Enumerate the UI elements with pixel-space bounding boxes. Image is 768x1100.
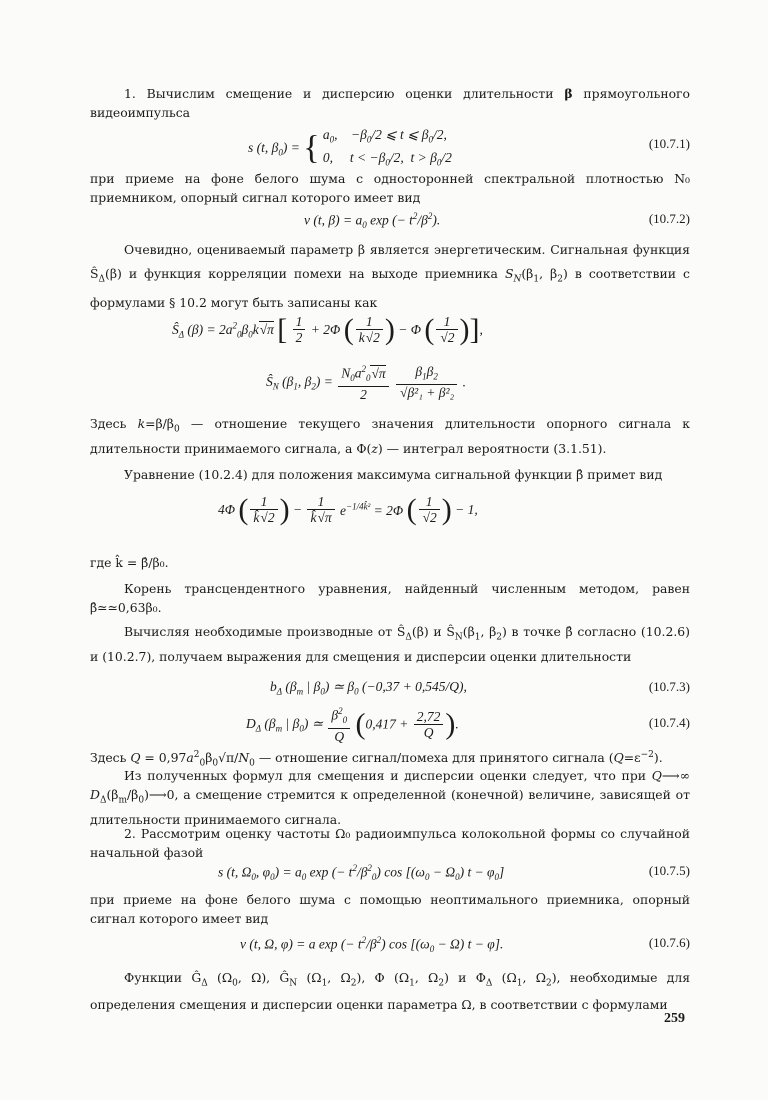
equation-number: (10.7.1) [648,136,690,151]
paragraph-2: при приеме на фоне белого шума с односторонней спектральной плотностью N₀ приемником, опорный сигнал которого имеет вид [90,171,690,205]
paragraph-13: Функции $Ĝ_\Delta$ ($\Omega_0$, Ω), $Ĝ_N$ ($\Omega_1$, $\Omega_2$), Φ ($\Omega_1$, $\Omega_2$) и $\Phi_\Delta$ ($\Omega_1$, $\Omega_2$), необходимые для определения смещения и дисперсии оценки параметра Ω, в соответствии с формулами [90,970,691,1013]
equation-number: (10.7.6) [648,935,690,950]
paragraph-3: Очевидно, оцениваемый параметр β является энергетическим. Сигнальная функция $Ŝ_\Delta(\beta)$ и функция корреляции помехи на выходе приемника $S_N(\beta_1$, $\beta_2$) в соответствии с формулами § 10.2 могут быть записаны как [90,242,690,311]
paragraph-10: Из полученных формул для смещения и дисперсии оценки следует, что при Q⟶∞ $D_\Delta(\beta_m/\beta_0)⟶0$, а смещение стремится к определенной (конечной) величине, зависящей от длительности принимаемого сигнала. [90,768,690,828]
paragraph-5: Уравнение (10.2.4) для положения максимума сигнальной функции β̂ примет вид [124,467,663,482]
paragraph-1: 1. Вычислим смещение и дисперсию оценки длительности β прямоугольного видеоимпульса [90,86,691,120]
equation-10-7-4: $D_\Delta$ ($\beta_m$ | $\beta_0$) ≃ $\frac{\beta^2_0}{Q}$ (0,417 + $\frac{2,72}{Q}$ ). (10.7.4) [246,706,690,745]
equation-number: (10.7.4) [648,715,690,730]
equation-noise-correlation: $Ŝ_N$ ($\beta_1$, $\beta_2$) = $\frac{N_0a^2_0√\pi}{2}$ $\frac{\beta_1\beta_2}{\text{√β²₁ + β²₂}}$ . [266,363,466,403]
equation-10-7-5: s (t, $\Omega_0$, $\varphi_0) = a_0$ exp (− $t^2/\beta^2_0$) $\cos [(\omega_0 - \Omega_0) t - \varphi_0]$ (10.7.5) [218,863,690,883]
paragraph-12: при приеме на фоне белого шума с помощью неоптимального приемника, опорный сигнал которого имеет вид [90,892,690,926]
paragraph-9: Здесь $Q = 0,97a^2_0\beta_0√\pi/N_0$ — отношение сигнал/помеха для принятого сигнала $(Q=\varepsilon^{-2})$. [90,750,663,769]
equation-number: (10.7.5) [648,863,690,878]
equation-number: (10.7.2) [648,211,690,226]
paragraph-4: Здесь $k=\beta/\beta_0$ — отношение текущего значения длительности опорного сигнала к длительности принимаемого сигнала, а Φ(z) — интеграл вероятности (3.1.51). [90,416,691,457]
paragraph-8: Вычисляя необходимые производные от $Ŝ_\Delta(\beta)$ и $Ŝ_N(\beta_1$, $\beta_2$) в точке β̂ согласно (10.2.6) и (10.2.7), получаем выражения для смещения и дисперсии оценки длительности [90,624,690,665]
equation-10-7-2: v (t, $\beta) = a_0$ exp (− $t^2/\beta^2$). (10.7.2) [304,211,690,231]
equation-maximum-condition: 4Φ ( $\frac{1}{k̂√2}$ ) − $\frac{1}{k̂√\pi}$ $e^{-1/4k̂^2} = 2\Phi$ ( $\frac{1}{√2}$ ) − 1, [218,493,478,526]
paragraph-6: где k̂ = β̂/β₀. [90,555,169,570]
equation-number: (10.7.3) [648,679,690,694]
paragraph-7: Корень трансцендентного уравнения, найденный численным методом, равен β̂≃≃0,63β₀. [90,581,690,615]
equation-10-7-1: s (t, $\beta_0$) = { $a_0$, $-\beta_0/2$ ⩽ t ⩽ $\beta_0/2$, 0, $t < -\beta_0/2$, $t > \beta_0/2$ (10.7.1) [248,127,690,168]
equation-10-7-3: $b_\Delta$ ($\beta_m$ | $\beta_0$) ≃ $\beta_0$ (−0,37 + 0,545/Q), (10.7.3) [270,679,690,697]
equation-10-7-6: v (t, Ω, φ) = a exp (− $t^2/\beta^2$) $\cos [(\omega_0 - \Omega) t - \varphi]$. (10.7.6) [240,935,690,955]
equation-signal-function: $Ŝ_\Delta$ $(\beta) = 2a^2_0\beta_0k√\pi$ [ $\frac{1}{2}$ + 2Φ ( $\frac{1}{k√2}$ ) − Φ ( $\frac{1}{√2}$ )], [172,313,483,346]
page-number: 259 [664,1011,685,1026]
paragraph-11: 2. Рассмотрим оценку частоты Ω₀ радиоимпульса колокольной формы со случайной начальной фазой [90,826,690,860]
